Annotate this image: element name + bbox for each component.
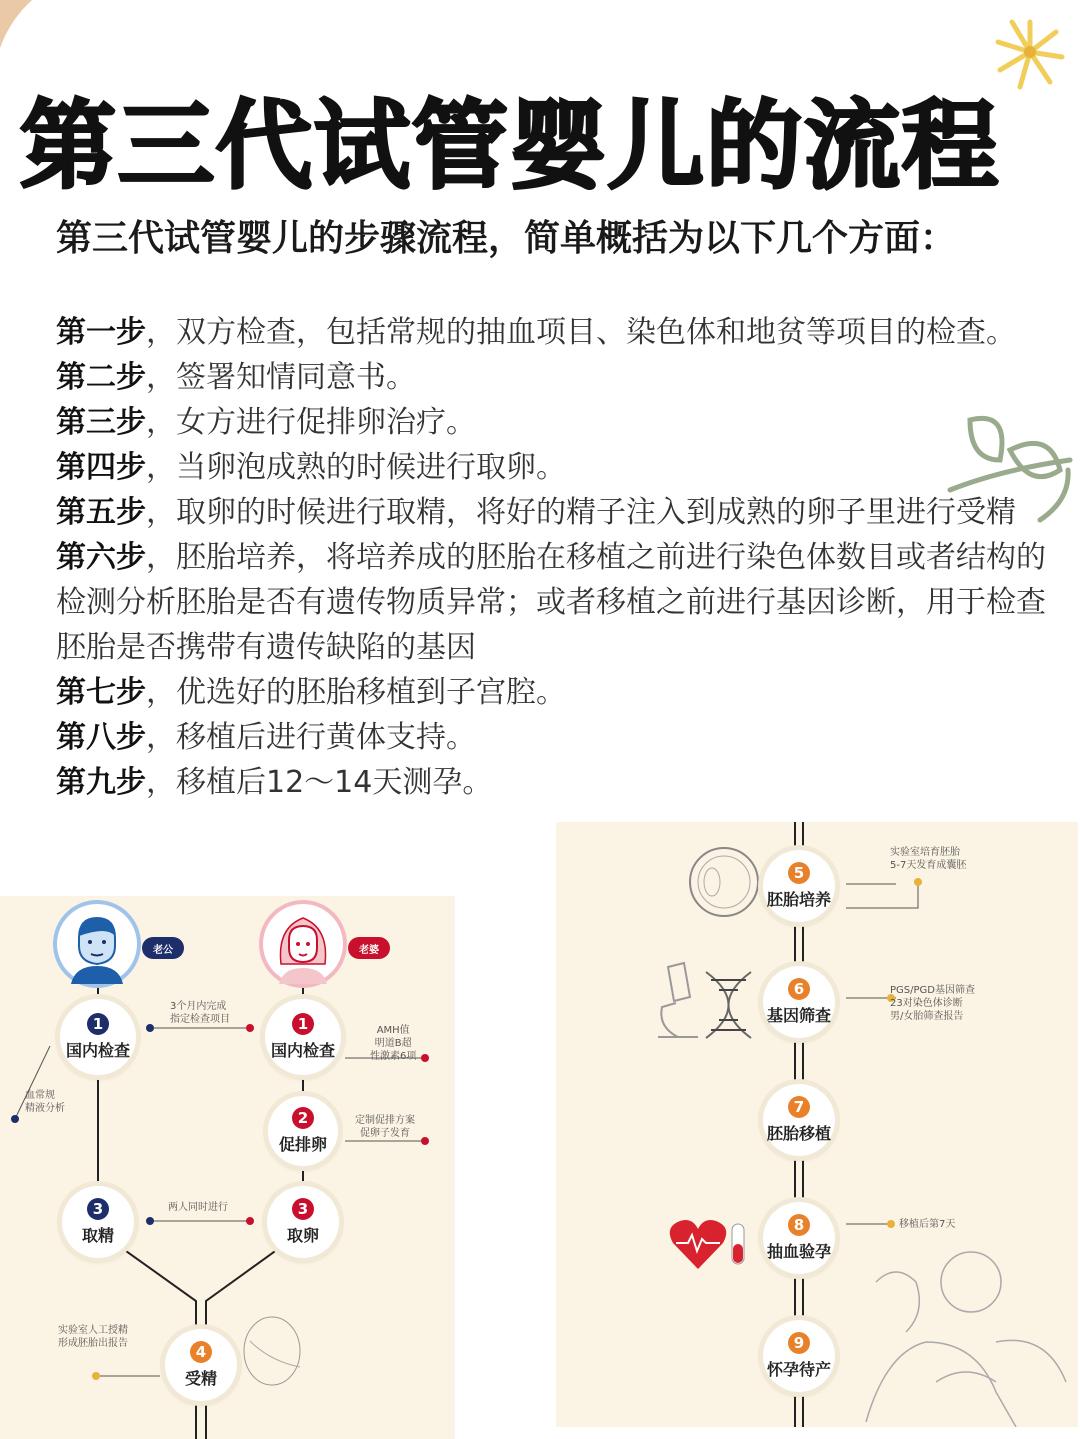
step-text: ，取卵的时候进行取精，将好的精子注入到成熟的卵子里进行受精	[146, 495, 1016, 530]
step-item	[56, 670, 1066, 715]
step-node-husband-check	[60, 999, 136, 1075]
step-text: ，移植后进行黄体支持。	[146, 720, 476, 755]
step-label: 第八步	[56, 720, 146, 755]
step-text: ，当卵泡成熟的时候进行取卵。	[146, 450, 566, 485]
step-node-genetic-screen	[763, 966, 835, 1038]
step-number: 1	[87, 1013, 109, 1035]
step-node-wife-egg	[267, 1186, 339, 1258]
egg-sketch-icon	[240, 1311, 310, 1391]
step-node-label: 胚胎移植	[766, 1124, 831, 1143]
step-label: 第三步	[56, 405, 146, 440]
step-node-label: 胚胎培养	[766, 890, 831, 909]
step-text: ，优选好的胚胎移植到子宫腔。	[146, 675, 566, 710]
wife-tag: 老婆	[348, 937, 390, 959]
note-amh: AMH值 明道B超 性激素6项	[370, 1025, 417, 1062]
step-number: 4	[190, 1341, 212, 1363]
note-embryo-culture: 实验室培育胚胎 5-7天发育成囊胚	[890, 847, 967, 871]
microscope-icon	[648, 957, 708, 1047]
page-title: 第三代试管婴儿的流程	[20, 90, 1000, 202]
step-list	[56, 310, 1066, 805]
wife-avatar	[263, 904, 343, 984]
note-genetic-screen: PGS/PGD基因筛查 23对染色体诊断 男/女胎筛查报告	[890, 985, 975, 1022]
step-item	[56, 490, 1066, 535]
step-node-label: 怀孕待产	[766, 1360, 831, 1379]
woman-icon	[263, 904, 343, 984]
step-number: 3	[292, 1198, 314, 1220]
note-blood: 血常规 精液分析	[25, 1090, 65, 1114]
step-label: 第一步	[56, 315, 146, 350]
step-number: 8	[788, 1214, 810, 1236]
step-number: 1	[292, 1013, 314, 1035]
step-label: 第七步	[56, 675, 146, 710]
step-number: 5	[788, 862, 810, 884]
heart-pulse-icon	[668, 1217, 728, 1272]
page-subtitle: 第三代试管婴儿的步骤流程，简单概括为以下几个方面：	[56, 218, 957, 259]
note-lab: 实验室人工授精 形成胚胎出报告	[58, 1325, 128, 1349]
corner-decoration	[0, 0, 40, 50]
step-text: ，女方进行促排卵治疗。	[146, 405, 476, 440]
mother-baby-sketch	[846, 1242, 1076, 1427]
step-item	[56, 355, 1066, 400]
step-text: ，移植后12～14天测孕。	[146, 765, 493, 800]
embryo-sketch-icon	[684, 842, 764, 922]
step-node-label: 国内检查	[270, 1041, 335, 1060]
flowchart-right	[556, 822, 1078, 1427]
step-number: 3	[87, 1198, 109, 1220]
step-item	[56, 310, 1066, 355]
note-both: 两人同时进行	[168, 1202, 228, 1213]
step-label: 第九步	[56, 765, 146, 800]
step-text: ，签署知情同意书。	[146, 360, 416, 395]
note-3months: 3个月内完成 指定检查项目	[170, 1001, 230, 1025]
step-number: 7	[788, 1096, 810, 1118]
flower-icon	[990, 12, 1070, 92]
step-node-wife-stim	[268, 1096, 338, 1166]
step-node-fertilize	[165, 1329, 237, 1401]
note-stim: 定制促排方案 促卵子发育	[355, 1115, 415, 1139]
step-node-label: 受精	[184, 1369, 217, 1388]
step-number: 6	[788, 978, 810, 1000]
step-node-label: 取卵	[286, 1226, 319, 1245]
husband-avatar	[57, 904, 137, 984]
step-label: 第五步	[56, 495, 146, 530]
step-number: 9	[788, 1332, 810, 1354]
husband-tag: 老公	[142, 937, 184, 959]
step-node-label: 国内检查	[65, 1041, 130, 1060]
step-node-wife-check	[265, 999, 341, 1075]
blood-tube-icon	[726, 1222, 750, 1267]
step-node-husband-sperm	[62, 1186, 134, 1258]
step-text: ，双方检查，包括常规的抽血项目、染色体和地贫等项目的检查。	[146, 315, 1016, 350]
step-item	[56, 445, 1066, 490]
dna-icon	[701, 970, 756, 1040]
step-number: 2	[292, 1107, 314, 1129]
step-text: ，胚胎培养，将培养成的胚胎在移植之前进行染色体数目或者结构的检测分析胚胎是否有遗传物质异常；或者移植之前进行基因诊断，用于检查胚胎是否携带有遗传缺陷的基因	[56, 540, 1046, 665]
note-blood-test: 移植后第7天	[899, 1219, 956, 1230]
step-label: 第六步	[56, 540, 146, 575]
step-node-embryo-culture	[763, 850, 835, 922]
step-node-label: 基因筛查	[766, 1006, 831, 1025]
step-item	[56, 715, 546, 760]
step-node-embryo-transfer	[763, 1084, 835, 1156]
step-node-label: 促排卵	[278, 1135, 327, 1154]
man-icon	[57, 904, 137, 984]
step-item	[56, 535, 1066, 670]
step-node-pregnancy	[763, 1320, 835, 1392]
step-label: 第四步	[56, 450, 146, 485]
step-item	[56, 760, 546, 805]
flowchart-left	[0, 896, 455, 1439]
step-node-blood-test	[763, 1202, 835, 1274]
step-node-label: 抽血验孕	[766, 1242, 831, 1261]
step-label: 第二步	[56, 360, 146, 395]
step-item	[56, 400, 1066, 445]
step-node-label: 取精	[81, 1226, 114, 1245]
